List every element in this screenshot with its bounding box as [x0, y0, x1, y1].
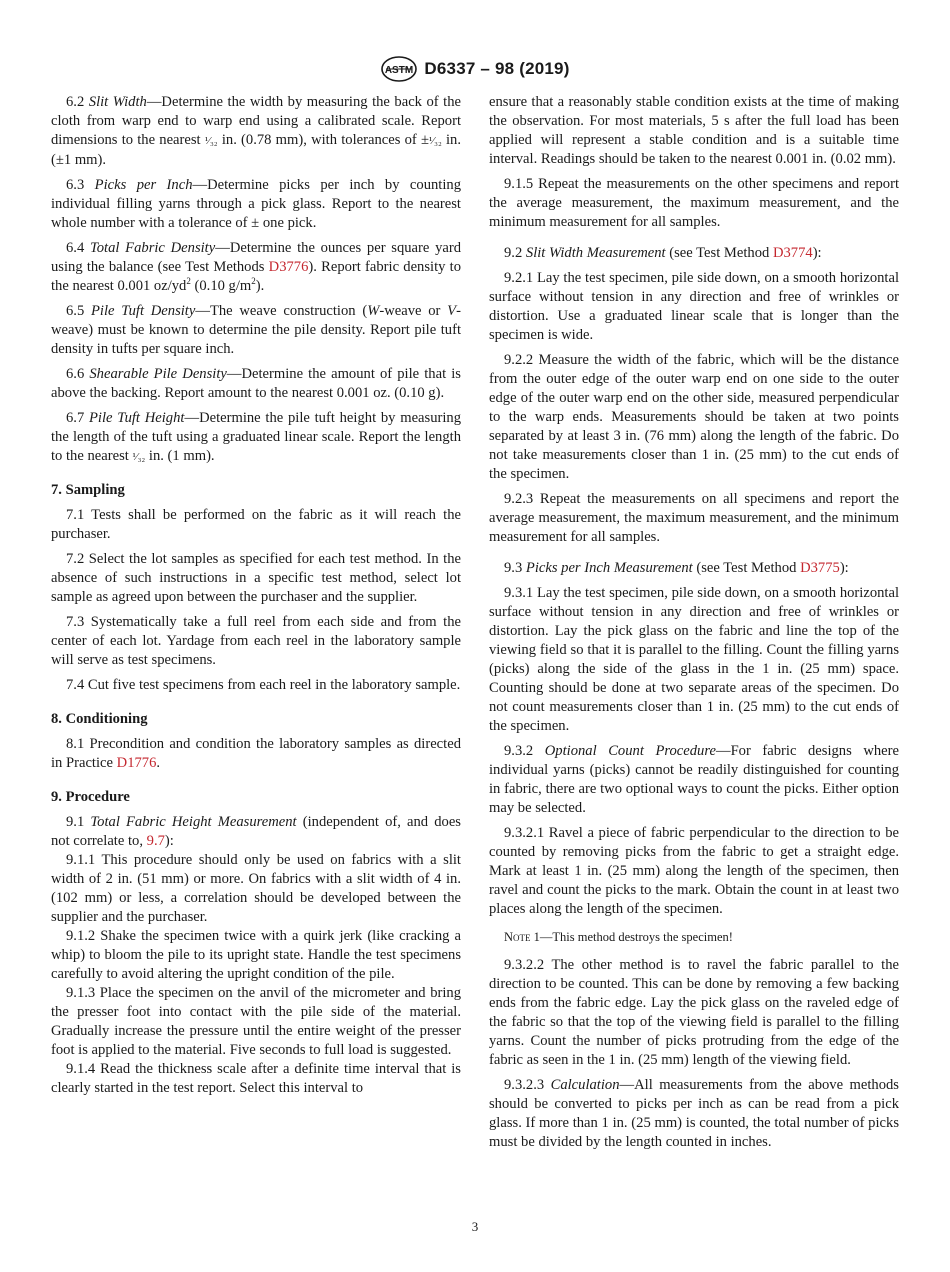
astm-logo-icon	[380, 56, 418, 82]
document-id: D6337 – 98 (2019)	[424, 59, 570, 78]
paragraph-6-4: 6.4 Total Fabric Density—Determine the ounces per square yard using the balance (see Test Methods D3776). Report fabric density to the nearest 0.001 $oz/yd^2$ (0.10 $g/m^2$).	[51, 240, 462, 294]
section-heading-sampling: 7. Sampling	[51, 482, 125, 498]
paragraph-9-3: 9.3 Picks per Inch Measurement (see Test Method D3775):	[504, 560, 849, 576]
left-column	[51, 93, 461, 1098]
ref-d1776-link[interactable]: D1776	[116, 755, 157, 771]
paragraph-6-7: 6.7 Pile Tuft Height—Determine the pile tuft height by measuring the length of the tuft using a graduated linear scale. Report the length to the nearest ¹⁄₃₂ in. (1 mm).	[51, 410, 462, 464]
paragraph-9-3-2-3: 9.3.2.3 Calculation—All measurements from the above methods should be converted to picks per inch as can be read from a pick glass. If more than 1 in. (25 mm) is counted, the total number of picks must be divided by the length counted in inches.	[489, 1077, 899, 1150]
ref-d3774-link[interactable]: D3774	[772, 245, 813, 261]
paragraph-8-1: 8.1 Precondition and condition the laboratory samples as directed in Practice D1776.	[51, 736, 461, 771]
paragraph-9-3-1: 9.3.1 Lay the test specimen, pile side down, on a smooth horizontal surface without tension in any direction and free of wrinkles or distortion. Lay the pick glass on the fabric and line the top of the viewing field so that it is parallel to the filling. Count the filling yarns (picks) along the side of the glass in the 1 in. (25 mm) space. Counting should be done at two separate areas of the specimen. Do not count measurements closer than 1 in. (25 mm) to the cut ends of the specimen.	[489, 585, 899, 734]
note-1: Note 1—This method destroys the specimen!	[504, 930, 733, 944]
paragraph-9-2-1: 9.2.1 Lay the test specimen, pile side down, on a smooth horizontal surface without tension in any direction and free of wrinkles or distortion. Use a graduated linear scale that is longer than the specimen is wide.	[489, 270, 899, 343]
ref-d3776-link[interactable]: D3776	[268, 259, 309, 275]
paragraph-9-1-3: 9.1.3 Place the specimen on the anvil of the micrometer and bring the presser foot into contact with the pile side of the material. Gradually increase the pressure until the entire weight of the presser foot is applied to the material. Five seconds to full load is suggested.	[51, 985, 461, 1058]
paragraph-6-3: 6.3 Picks per Inch—Determine picks per inch by counting individual filling yarns through a pick glass. Report to the nearest whole number with a tolerance of ± one pick.	[51, 177, 461, 231]
paragraph-9-1-4-continued: ensure that a reasonably stable condition exists at the time of making the observation. For most materials, 5 s after the full load has been applied will represent a stable condition and is a suitable time interval. Readings should be taken to the nearest 0.001 in. (0.02 mm).	[489, 94, 899, 167]
paragraph-9-1-2: 9.1.2 Shake the specimen twice with a quirk jerk (like cracking a whip) to bloom the pile to its upright state. Handle the test specimens carefully to avoid altering the upright condition of the pile.	[51, 928, 461, 982]
paragraph-9-2: 9.2 Slit Width Measurement (see Test Method D3774):	[504, 245, 822, 261]
paragraph-7-1: 7.1 Tests shall be performed on the fabric as it will reach the purchaser.	[51, 507, 461, 542]
svg-text:ASTM: ASTM	[385, 65, 414, 76]
paragraph-7-2: 7.2 Select the lot samples as specified for each test method. In the absence of such instructions in a specific test method, select lot sample as agreed upon between the purchaser and the supplier.	[51, 551, 461, 605]
paragraph-9-1-5: 9.1.5 Repeat the measurements on the other specimens and report the average measurement, the maximum measurement, and the minimum measurement for all samples.	[489, 176, 899, 230]
paragraph-9-3-2-2: 9.3.2.2 The other method is to ravel the fabric parallel to the direction to be counted. This can be done by removing a few backing ends from the fabric edge. Lay the pick glass on the raveled edge of the fabric so that the top of the viewing field is parallel to the filling yarns. Count the number of picks protruding from the edge of the fabric as seen in the 1 in. (25 mm) length of the viewing field.	[489, 957, 899, 1068]
paragraph-9-1-4: 9.1.4 Read the thickness scale after a definite time interval that is clearly started in the test report. Select this interval to	[51, 1061, 461, 1096]
paragraph-9-3-2: 9.3.2 Optional Count Procedure—For fabric designs where individual yarns (picks) cannot be readily distinguished for counting in fabric, there are two optional ways to count the picks. Either option may be selected.	[489, 743, 899, 816]
paragraph-7-3: 7.3 Systematically take a full reel from each side and from the center of each lot. Yardage from each reel in the laboratory sample will serve as test specimens.	[51, 614, 461, 668]
page-header	[0, 56, 950, 82]
paragraph-6-2: 6.2 Slit Width—Determine the width by measuring the back of the cloth from warp end to warp end using a calibrated scale. Report dimensions to the nearest ¹⁄₃₂ in. (0.78 mm), with tolerances of ±¹⁄₃₂ in. (±1 mm).	[51, 94, 461, 168]
paragraph-9-2-3: 9.2.3 Repeat the measurements on all specimens and report the average measurement, the maximum measurement, and the minimum measurement for all samples.	[489, 491, 899, 545]
paragraph-9-1-1: 9.1.1 This procedure should only be used on fabrics with a slit width of 2 in. (51 mm) or more. On fabrics with a slit width of 4 in. (102 mm) or less, a correlation should be developed between the supplier and the purchaser.	[51, 852, 461, 925]
paragraph-7-4: 7.4 Cut five test specimens from each reel in the laboratory sample.	[66, 677, 461, 693]
paragraph-9-2-2: 9.2.2 Measure the width of the fabric, which will be the distance from the outer edge of the outer warp end on one side to the outer edge of the outer warp end on the other side, measured perpendicular to the warp ends. Measurements should be taken at two points separated by at least 3 in. (76 mm) along the length of the fabric. Do not take measurements closer than 1 in. (25 mm) to the cut ends of the specimen.	[489, 352, 899, 482]
page-number: 3	[471, 1219, 479, 1234]
ref-9-7-link[interactable]: 9.7	[146, 833, 165, 849]
section-heading-conditioning: 8. Conditioning	[51, 711, 148, 727]
section-heading-procedure: 9. Procedure	[51, 789, 130, 805]
right-column	[489, 93, 899, 1158]
paragraph-6-6: 6.6 Shearable Pile Density—Determine the amount of pile that is above the backing. Report amount to the nearest 0.001 oz. (0.10 g).	[51, 366, 461, 401]
ref-d3775-link[interactable]: D3775	[800, 560, 840, 576]
paragraph-9-1: 9.1 Total Fabric Height Measurement (independent of, and does not correlate to, 9.7):	[51, 814, 461, 849]
paragraph-9-3-2-1: 9.3.2.1 Ravel a piece of fabric perpendicular to the direction to be counted by removing picks from the fabric to get a straight edge. Mark at least 1 in. (25 mm) along the length of the specimen, then ravel and count the picks to the mark. Obtain the count in at least two places along the length of the specimen.	[489, 825, 899, 917]
paragraph-6-5: 6.5 Pile Tuft Density—The weave construction (W-weave or V-weave) must be known to determine the pile density. Report pile tuft density in tufts per square inch.	[51, 303, 461, 357]
